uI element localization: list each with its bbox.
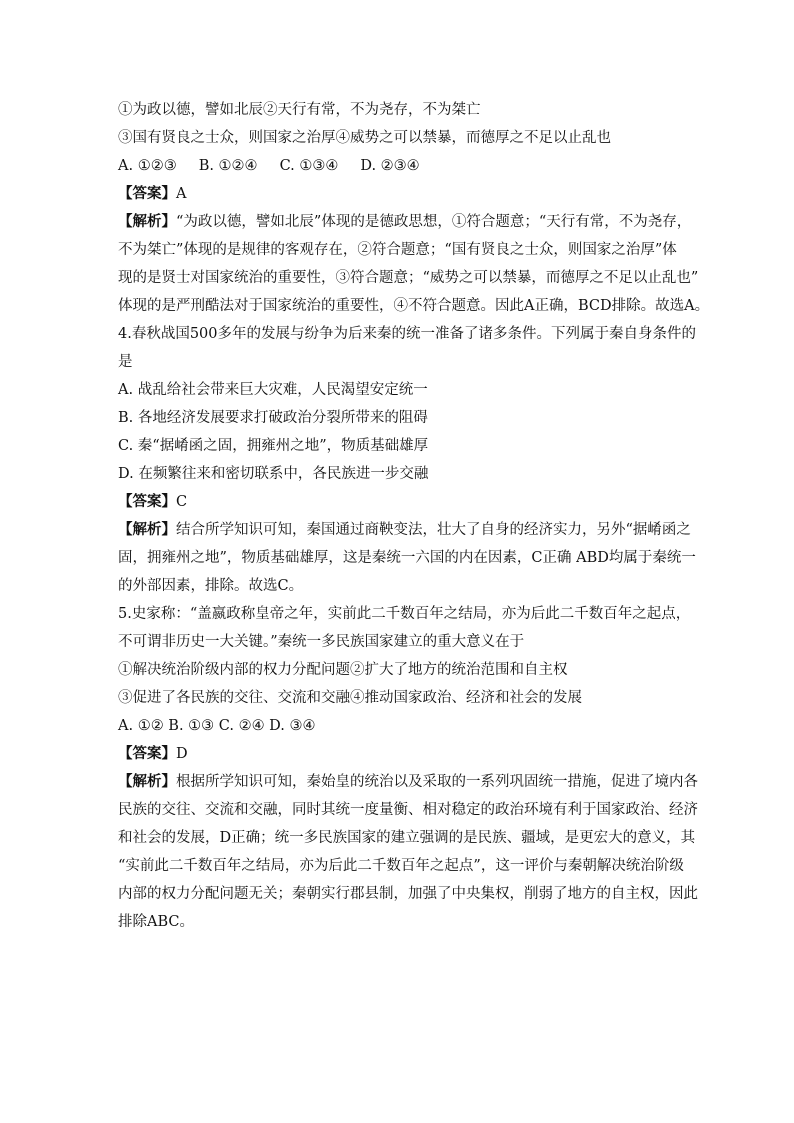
q5-analysis-line <box>118 768 698 796</box>
q4-answer <box>118 488 678 516</box>
q3-options <box>118 152 678 180</box>
q5-options: A. ①② B. ①③ C. ②④ D. ③④ <box>118 718 316 734</box>
q5-analysis-line: 和社会的发展，D正确；统一多民族国家的建立强调的是民族、疆域，是更宏大的意义，其 <box>118 830 696 846</box>
q5-analysis-line: 排除ABC。 <box>118 914 194 930</box>
q5-analysis-line: 内部的权力分配问题无关；秦朝实行郡县制，加强了中央集权，削弱了地方的自主权，因此 <box>118 886 698 902</box>
analysis-label: 【解析】 <box>118 521 176 538</box>
q3-analysis-line: 不为桀亡”体现的是规律的客观存在，②符合题意；“国有贤良之士众，则国家之治厚”体 <box>118 242 677 258</box>
q4-analysis-line: 的外部因素，排除。故选C。 <box>118 578 304 594</box>
q4-option-a: A. 战乱给社会带来巨大灾难，人民渴望安定统一 <box>118 382 428 398</box>
analysis-text: 根据所学知识可知，秦始皇的统治以及采取的一系列巩固统一措施，促进了境内各 <box>176 774 698 790</box>
q3-statements-line-1: ①为政以德，譬如北辰②天行有常，不为尧存，不为桀亡 <box>118 102 481 118</box>
q4-analysis-line: 固，拥雍州之地”，物质基础雄厚，这是秦统一六国的内在因素，C正确 ABD均属于秦统一 <box>118 550 696 566</box>
q5-stem-line-1: 5.史家称：“盖嬴政称皇帝之年，实前此二千数百年之结局，亦为后此二千数百年之起点， <box>118 606 691 622</box>
q3-analysis-line: 现的是贤士对国家统治的重要性，③符合题意；“威势之可以禁暴，而德厚之不足以止乱也” <box>118 270 699 286</box>
q5-analysis-line: 民族的交往、交流和交融，同时其统一度量衡、相对稳定的政治环境有利于国家政治、经济 <box>118 802 698 818</box>
answer-label: 【答案】 <box>118 745 176 762</box>
q3-analysis-line: 体现的是严刑酷法对于国家统治的重要性，④不符合题意。因此A正确，BCD排除。故选A。 <box>118 298 710 314</box>
q5-answer <box>118 740 678 768</box>
q3-option-d: D. ②③④ <box>360 158 420 174</box>
document-page <box>118 96 710 936</box>
q5-statements-line-1: ①解决统治阶级内部的权力分配问题②扩大了地方的统治范围和自主权 <box>118 662 568 678</box>
q3-option-a: A. ①②③ <box>118 158 177 174</box>
q3-option-b: B. ①②④ <box>198 158 258 174</box>
q3-answer <box>118 180 678 208</box>
q3-option-c: C. ①③④ <box>279 158 339 174</box>
q3-statements-line-2: ③国有贤良之士众，则国家之治厚④威势之可以禁暴，而德厚之不足以止乱也 <box>118 130 611 146</box>
q5-analysis-line: “实前此二千数百年之结局，亦为后此二千数百年之起点”，这一评价与秦朝解决统治阶级 <box>118 858 684 874</box>
analysis-text: 结合所学知识可知，秦国通过商鞅变法，壮大了自身的经济实力，另外“据崤函之 <box>176 522 691 538</box>
analysis-label: 【解析】 <box>118 773 176 790</box>
q4-option-b: B. 各地经济发展要求打破政治分裂所带来的阻碍 <box>118 410 428 426</box>
answer-value: C <box>176 494 188 510</box>
q5-statements-line-2: ③促进了各民族的交往、交流和交融④推动国家政治、经济和社会的发展 <box>118 690 582 706</box>
answer-value: A <box>176 186 187 202</box>
analysis-label: 【解析】 <box>118 213 176 230</box>
q5-stem-line-2: 不可谓非历史一大关键。”秦统一多民族国家建立的重大意义在于 <box>118 634 525 650</box>
q4-analysis-line <box>118 516 691 544</box>
q4-option-d: D. 在频繁往来和密切联系中，各民族进一步交融 <box>118 466 429 482</box>
answer-value: D <box>176 746 188 762</box>
answer-label: 【答案】 <box>118 493 176 510</box>
q4-stem-line-1: 4.春秋战国500多年的发展与纷争为后来秦的统一准备了诸多条件。下列属于秦自身条件的 <box>118 326 697 342</box>
analysis-text: “为政以德，譬如北辰”体现的是德政思想，①符合题意；“天行有常，不为尧存， <box>176 214 692 230</box>
q4-stem-line-2: 是 <box>118 354 133 370</box>
q4-option-c: C. 秦“据崤函之固，拥雍州之地”，物质基础雄厚 <box>118 438 429 454</box>
answer-label: 【答案】 <box>118 185 176 202</box>
q3-analysis-line <box>118 208 692 236</box>
